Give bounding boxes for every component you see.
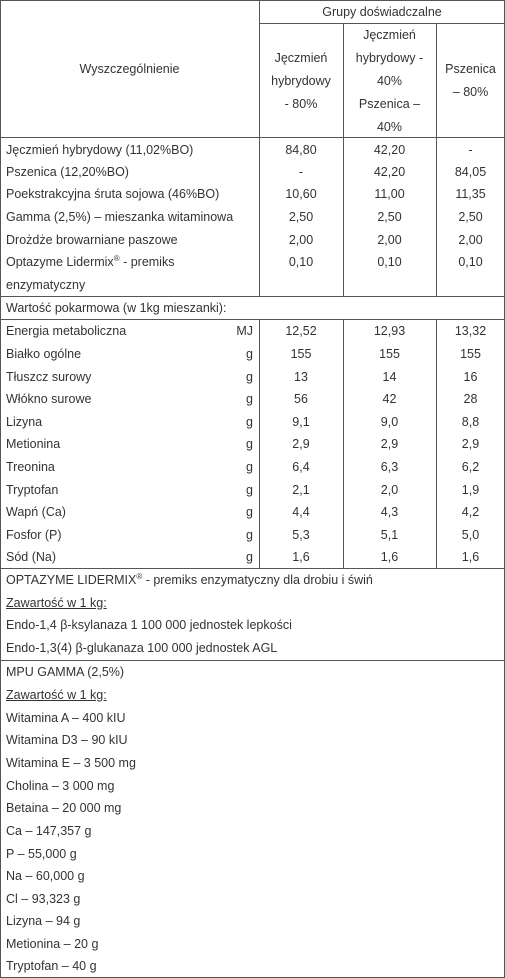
gamma-title: MPU GAMMA (2,5%) (6, 665, 125, 679)
group-header-2-line: Pszenica – (358, 97, 421, 111)
ingredient-value: 2,00 (377, 233, 402, 247)
group-header-2-line: Jęczmień (363, 28, 416, 42)
nutrient-name: Włókno surowe (6, 392, 92, 406)
group-header-1-line: - 80% (284, 97, 318, 111)
ingredient-value: 84,80 (285, 143, 317, 157)
gamma-item: Witamina E – 3 500 mg (6, 756, 136, 770)
nutrient-name: Metionina (6, 437, 61, 451)
nutrient-unit: g (246, 392, 253, 406)
gamma-item: Cholina – 3 000 mg (6, 779, 115, 793)
registered-mark: ® (136, 571, 143, 581)
ingredient-name: Drożdże browarniane paszowe (6, 233, 178, 247)
group-header-2-line: 40% (376, 120, 403, 134)
nutrient-unit: g (246, 550, 253, 564)
nutrient-value: 155 (290, 347, 312, 361)
nutrient-value: 9,1 (292, 415, 310, 429)
ingredient-value: 11,35 (455, 187, 486, 201)
nutrition-title: Wartość pokarmowa (w 1kg mieszanki): (6, 301, 227, 315)
ingredient-name-rest: - premiks (119, 255, 175, 269)
nutrient-value: 2,9 (461, 437, 480, 451)
divider (0, 660, 505, 661)
optazyme-title (6, 569, 373, 591)
divider (0, 319, 505, 320)
nutrient-value: 5,0 (461, 528, 480, 542)
optazyme-title-rest: - premiks enzymatyczny dla drobiu i świń (142, 573, 373, 587)
registered-mark: ® (113, 253, 120, 263)
ingredient-value: 42,20 (373, 143, 406, 157)
ingredient-value: 2,50 (458, 210, 483, 224)
divider (0, 296, 505, 297)
ingredient-name-line2: enzymatyczny (6, 278, 86, 292)
nutrient-value: 42 (382, 392, 397, 406)
nutrient-value: 1,6 (380, 550, 399, 564)
gamma-item: Ca – 147,357 g (6, 824, 92, 838)
gamma-item: P – 55,000 g (6, 847, 77, 861)
nutrient-name: Białko ogólne (6, 347, 82, 361)
nutrient-unit: g (246, 460, 253, 474)
column-divider (259, 319, 260, 568)
nutrient-name: Tłuszcz surowy (6, 370, 92, 384)
ingredient-name: Poekstrakcyjna śruta sojowa (46%BO) (6, 187, 220, 201)
nutrient-name: Sód (Na) (6, 550, 57, 564)
group-header-1-line: hybrydowy (271, 74, 331, 88)
ingredient-value: 10,60 (285, 187, 317, 201)
gamma-item: Lizyna – 94 g (6, 914, 81, 928)
nutrient-value: 1,6 (292, 550, 310, 564)
nutrient-name: Wapń (Ca) (6, 505, 66, 519)
group-header-2-line: 40% (376, 74, 403, 88)
gamma-item: Na – 60,000 g (6, 869, 85, 883)
group-title-header: Grupy doświadczalne (322, 5, 442, 19)
ingredient-name: Gamma (2,5%) – mieszanka witaminowa (6, 210, 234, 224)
gamma-item: Witamina D3 – 90 kIU (6, 733, 128, 747)
nutrient-value: 2,0 (380, 483, 399, 497)
ingredient-value: 84,05 (454, 165, 487, 179)
gamma-item: Cl – 93,323 g (6, 892, 81, 906)
nutrient-value: 12,93 (373, 324, 406, 338)
ingredient-value: 2,50 (288, 210, 314, 224)
optazyme-title-main: OPTAZYME LIDERMIX (6, 573, 137, 587)
ingredient-value: 11,00 (374, 187, 405, 201)
group-header-3-line: – 80% (452, 85, 489, 99)
nutrient-unit: g (246, 437, 253, 451)
nutrient-value: 6,2 (461, 460, 480, 474)
divider (0, 137, 505, 138)
column-divider (343, 319, 344, 568)
group-header-1-line: Jęczmień (274, 51, 328, 65)
nutrient-value: 2,9 (380, 437, 399, 451)
ingredient-name: Jęczmień hybrydowy (11,02%BO) (6, 143, 194, 157)
nutrient-value: 16 (463, 370, 478, 384)
gamma-item: Betaina – 20 000 mg (6, 801, 122, 815)
group-header-1 (259, 47, 343, 116)
nutrient-unit: g (246, 483, 253, 497)
ingredient-value: 2,00 (458, 233, 483, 247)
nutrient-value: 4,4 (292, 505, 310, 519)
nutrient-value: 155 (460, 347, 481, 361)
nutrient-unit: g (246, 347, 253, 361)
nutrient-value: 6,4 (292, 460, 310, 474)
divider (259, 23, 505, 24)
optazyme-content-label: Zawartość w 1 kg: (6, 596, 107, 610)
ingredient-value: - (468, 143, 473, 157)
nutrient-unit: g (246, 370, 253, 384)
column-divider (259, 0, 260, 296)
nutrient-value: 6,3 (380, 460, 399, 474)
nutrient-value: 155 (379, 347, 400, 361)
nutrient-value: 1,9 (461, 483, 480, 497)
optazyme-item: Endo-1,4 β-ksylanaza 1 100 000 jednostek lepkości (6, 618, 292, 632)
ingredient-value: - (298, 165, 304, 179)
column-divider (436, 319, 437, 568)
nutrient-value: 13 (294, 370, 308, 384)
group-header-2-line: hybrydowy - (355, 51, 424, 65)
divider (0, 568, 505, 569)
ingredient-value: 0,10 (377, 255, 402, 269)
nutrient-unit: g (246, 415, 253, 429)
nutrient-unit: g (246, 528, 253, 542)
group-header-3-line: Pszenica (445, 62, 496, 76)
column-divider (436, 23, 437, 296)
optazyme-item: Endo-1,3(4) β-glukanaza 100 000 jednostek AGL (6, 641, 278, 655)
ingredient-value: 0,10 (458, 255, 483, 269)
group-header-2 (343, 24, 436, 139)
nutrient-value: 56 (294, 392, 308, 406)
nutrient-value: 5,3 (292, 528, 310, 542)
group-header-3 (436, 58, 505, 104)
ingredient-name (6, 251, 174, 273)
gamma-item: Witamina A – 400 kIU (6, 711, 126, 725)
nutrient-value: 2,1 (292, 483, 310, 497)
nutrient-value: 1,6 (461, 550, 480, 564)
gamma-item: Tryptofan – 40 g (6, 959, 97, 973)
nutrient-name: Fosfor (P) (6, 528, 62, 542)
column-divider (343, 23, 344, 296)
row-label-header: Wyszczególnienie (79, 62, 180, 76)
nutrient-name: Treonina (6, 460, 55, 474)
ingredient-value: 2,00 (288, 233, 314, 247)
nutrient-unit: MJ (236, 324, 253, 338)
nutrient-name: Tryptofan (6, 483, 59, 497)
nutrient-value: 9,0 (380, 415, 399, 429)
nutrient-name: Lizyna (6, 415, 43, 429)
ingredient-name-main: Optazyme Lidermix (6, 255, 114, 269)
nutrient-value: 8,8 (461, 415, 480, 429)
ingredient-value: 2,50 (377, 210, 402, 224)
gamma-item: Metionina – 20 g (6, 937, 99, 951)
gamma-content-label: Zawartość w 1 kg: (6, 688, 107, 702)
ingredient-value: 42,20 (373, 165, 406, 179)
ingredient-value: 0,10 (288, 255, 314, 269)
nutrient-value: 14 (382, 370, 397, 384)
nutrient-value: 4,3 (380, 505, 399, 519)
nutrient-value: 4,2 (461, 505, 480, 519)
nutrient-value: 13,32 (454, 324, 487, 338)
nutrient-value: 2,9 (292, 437, 310, 451)
ingredient-name: Pszenica (12,20%BO) (6, 165, 129, 179)
nutrient-value: 5,1 (380, 528, 399, 542)
nutrient-name: Energia metaboliczna (6, 324, 127, 338)
nutrient-value: 12,52 (285, 324, 317, 338)
nutrient-value: 28 (463, 392, 478, 406)
nutrient-unit: g (246, 505, 253, 519)
